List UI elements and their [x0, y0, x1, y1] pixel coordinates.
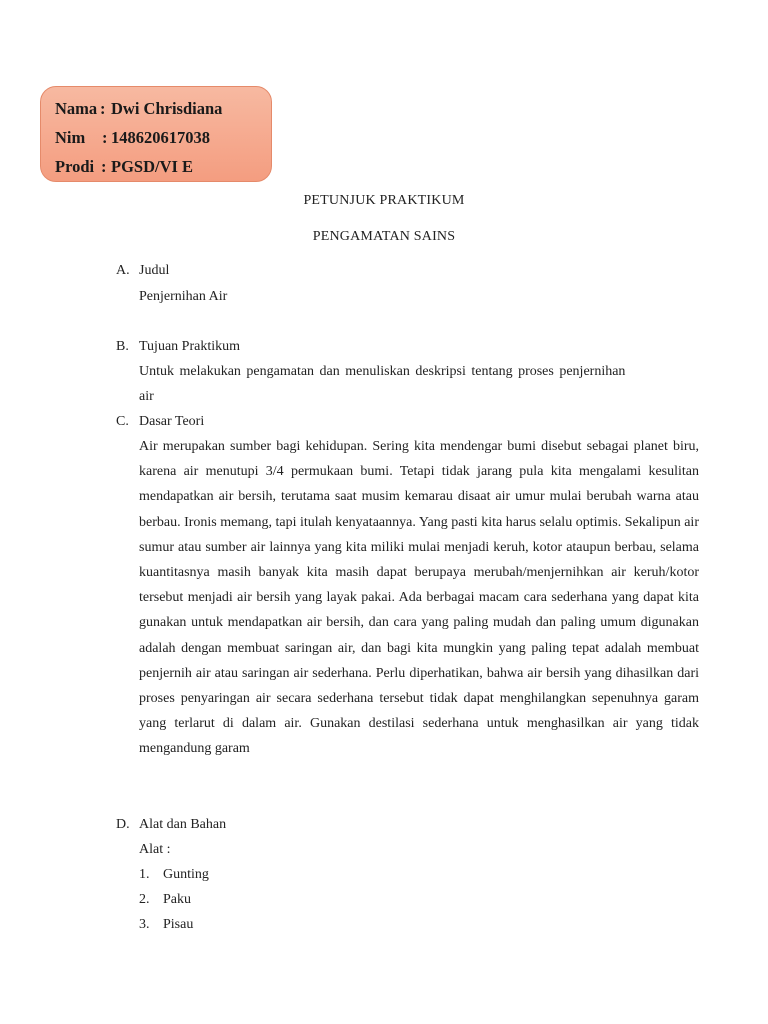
section-b-marker: B.	[116, 339, 129, 354]
nim-row	[55, 123, 271, 152]
section-c-heading: Dasar Teori	[139, 414, 205, 429]
document-subtitle: PENGAMATAN SAINS	[312, 229, 456, 244]
list-item-number: 1.	[139, 867, 150, 882]
nim-label: Nim	[55, 128, 86, 147]
nama-colon: :	[100, 99, 106, 118]
section-b-heading: Tujuan Praktikum	[139, 339, 240, 354]
prodi-value: PGSD/VI E	[111, 157, 194, 176]
prodi-colon: :	[101, 157, 107, 176]
section-d-marker: D.	[116, 817, 130, 832]
identity-box	[40, 86, 272, 182]
list-item-text: Paku	[163, 892, 191, 907]
list-item-text: Pisau	[163, 917, 194, 932]
list-item-number: 2.	[139, 892, 150, 907]
list-item-number: 3.	[139, 917, 150, 932]
section-b-line2: air	[139, 389, 154, 404]
section-c-paragraph: Air merupakan sumber bagi kehidupan. Sering kita mendengar bumi disebut sebagai planet biru, karena air menutupi 3/4 permukaan bumi. Tetapi tidak jarang pula kita mengalami kesulitan mendapatkan air bersih, terutama saat musim kemarau disaat air umur mulai berubah warna atau berbau. Ironis memang, tapi itulah kenyataannya. Yang pasti kita harus selalu optimis. Sekalipun air sumur atau sumber air lainnya yang kita miliki mulai menjadi keruh, kotor ataupun berbau, selama kuantitasnya masih banyak kita masih dapat berupaya merubah/menjernihkan air keruh/kotor tersebut menjadi air bersih yang layak pakai. Ada berbagai macam cara sederhana yang dapat kita gunakan untuk mendapatkan air bersih, dan cara yang paling mudah dan paling umum digunakan adalah dengan membuat saringan air, dan bagi kita mungkin yang paling tepat adalah membuat penjernih air atau saringan air sederhana. Perlu diperhatikan, bahwa air bersih yang dihasilkan dari proses penyaringan air secara sederhana tersebut tidak dapat menghilangkan sepenuhnya garam yang terlarut di dalam air. Gunakan destilasi sederhana untuk menghasilkan air yang tidak mengandung garam	[139, 439, 699, 757]
section-d-heading: Alat dan Bahan	[139, 817, 227, 832]
alat-label: Alat :	[139, 842, 171, 857]
nama-row	[55, 94, 271, 123]
document-title: PETUNJUK PRAKTIKUM	[303, 193, 465, 208]
section-a-content: Penjernihan Air	[139, 289, 228, 304]
section-b-line1: Untuk melakukan pengamatan dan menuliskan deskripsi tentang proses penjernihan	[139, 364, 626, 379]
section-a-heading: Judul	[139, 263, 170, 278]
nim-colon: :	[102, 128, 108, 147]
section-a-marker: A.	[116, 263, 130, 278]
prodi-label: Prodi	[55, 157, 95, 176]
nim-value: 148620617038	[111, 128, 210, 147]
list-item-text: Gunting	[163, 867, 209, 882]
prodi-row	[55, 152, 271, 181]
section-c-marker: C.	[116, 414, 129, 429]
nama-label: Nama	[55, 99, 98, 118]
nama-value: Dwi Chrisdiana	[111, 99, 223, 118]
